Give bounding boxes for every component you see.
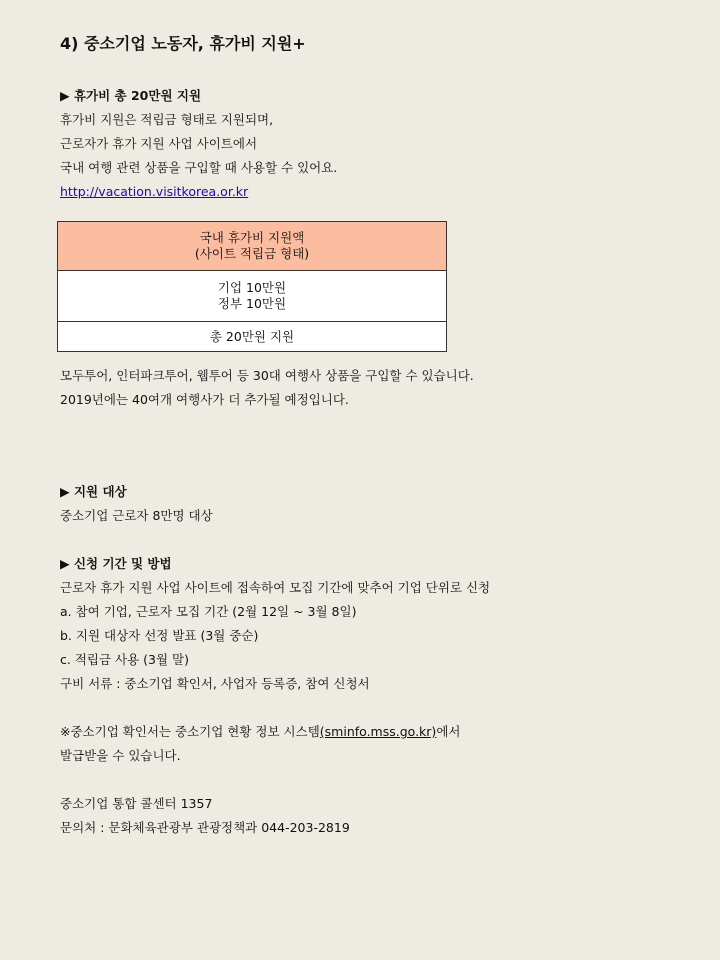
paragraph-line: 중소기업 근로자 8만명 대상 [60, 508, 213, 523]
table-body-line: 기업 10만원 [217, 280, 287, 295]
table-header-line: (사이트 적립금 형태) [194, 246, 310, 261]
paragraph-line: 근로자가 휴가 지원 사업 사이트에서 [60, 136, 258, 151]
table-body-line: 정부 10만원 [217, 296, 287, 311]
note-suffix: 에서 [436, 724, 461, 739]
note-line [60, 724, 460, 740]
page-title: 4) 중소기업 노동자, 휴가비 지원+ [60, 34, 306, 53]
paragraph-line: 2019년에는 40여개 여행사가 더 추가될 예정입니다. [60, 392, 349, 407]
contact-line: 문의처 : 문화체육관광부 관광정책과 044-203-2819 [60, 820, 350, 835]
paragraph-line: 모두투어, 인터파크투어, 웹투어 등 30대 여행사 상품을 구입할 수 있습니다. [60, 368, 474, 383]
note-line: 발급받을 수 있습니다. [60, 748, 181, 763]
paragraph-line: a. 참여 기업, 근로자 모집 기간 (2월 12일 ~ 3월 8일) [60, 604, 357, 619]
table-header-line: 국내 휴가비 지원액 [199, 230, 305, 245]
contact-line: 중소기업 통합 콜센터 1357 [60, 796, 213, 811]
paragraph-line: 근로자 휴가 지원 사업 사이트에 접속하여 모집 기간에 맞추어 기업 단위로 신청 [60, 580, 491, 595]
paragraph-line: 휴가비 지원은 적립금 형태로 지원되며, [60, 112, 274, 127]
vacation-site-link[interactable]: http://vacation.visitkorea.or.kr [60, 184, 249, 199]
sminfo-link[interactable]: (sminfo.mss.go.kr) [319, 724, 437, 739]
section-heading-amount: ▶ 휴가비 총 20만원 지원 [60, 88, 202, 103]
section-heading-target: ▶ 지원 대상 [60, 484, 127, 499]
note-prefix: ※중소기업 확인서는 중소기업 현황 정보 시스템 [60, 724, 320, 739]
paragraph-line: 국내 여행 관련 상품을 구입할 때 사용할 수 있어요. [60, 160, 338, 175]
table-header-cell [58, 222, 447, 271]
paragraph-line: 구비 서류 : 중소기업 확인서, 사업자 등록증, 참여 신청서 [60, 676, 370, 691]
paragraph-line: c. 적립금 사용 (3월 말) [60, 652, 189, 667]
table-total-line: 총 20만원 지원 [209, 328, 295, 344]
table-body-cell [58, 271, 447, 322]
table-total-cell [58, 322, 447, 352]
paragraph-line: b. 지원 대상자 선정 발표 (3월 중순) [60, 628, 259, 643]
support-amount-table [57, 221, 447, 352]
section-heading-application: ▶ 신청 기간 및 방법 [60, 556, 172, 571]
